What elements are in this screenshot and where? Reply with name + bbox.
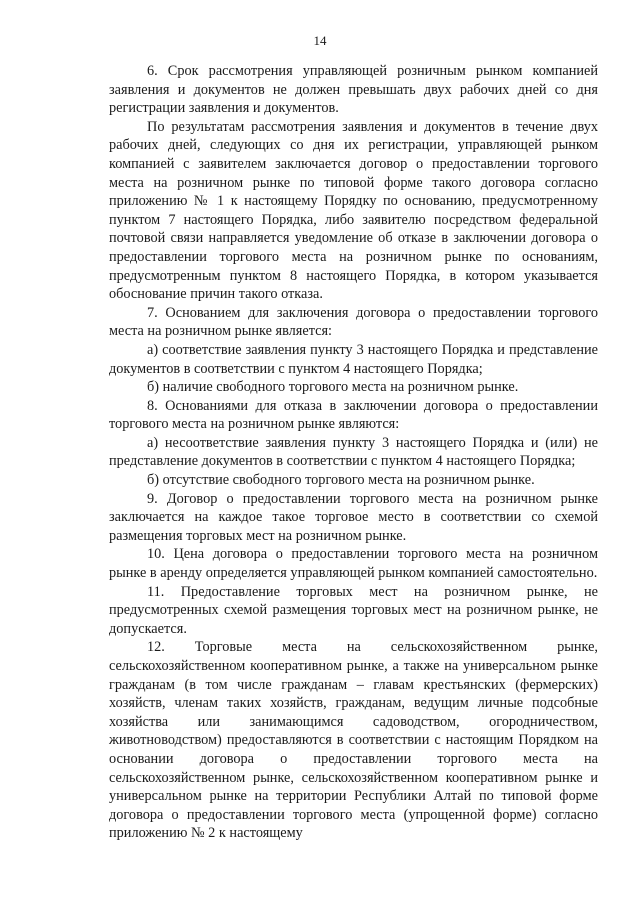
paragraph-8b: б) отсутствие свободного торгового места на розничном рынке.	[147, 472, 535, 489]
paragraph-9: 9. Договор о предоставлении торгового места на розничном рынке заключается на каждое такое торговое место в соответствии со схемой размещения торговых мест на розничном рынке.	[109, 490, 598, 544]
paragraph-results: По результатам рассмотрения заявления и документов в течение двух рабочих дней, следующих со дня их регистрации, управляющей рынком компанией с заявителем заключается договор о предоставлении торгового места на розничном рынке по типовой форме такого договора согласно приложению № 1 к настоящему Порядку по основанию, предусмотренному пунктом 7 настоящего Порядка, либо заявителю посредством федеральной почтовой связи направляется уведомление об отказе в заключении договора о предоставлении торгового места на розничном рынке по основаниям, предусмотренным пунктом 8 настоящего Порядка, в котором указывается обоснование причин такого отказа.	[109, 118, 598, 303]
paragraph-7b: б) наличие свободного торгового места на розничном рынке.	[147, 379, 519, 396]
paragraph-6: 6. Срок рассмотрения управляющей розничным рынком компанией заявления и документов не должен превышать двух рабочих дней со дня регистрации заявления и документов.	[109, 63, 598, 117]
page-number: 14	[313, 33, 327, 48]
paragraph-10: 10. Цена договора о предоставлении торгового места на розничном рынке в аренду определяется управляющей рынком компанией самостоятельно.	[109, 546, 598, 582]
paragraph-7a: а) соответствие заявления пункту 3 настоящего Порядка и представление документов в соответствии с пунктом 4 настоящего Порядка;	[109, 341, 598, 377]
paragraph-12: 12. Торговые места на сельскохозяйственном рынке, сельскохозяйственном кооперативном рынке, а также на универсальном рынке гражданам (в том числе гражданам – главам крестьянских (фермерских) хозяйств, членам таких хозяйств, гражданам, ведущим личные подсобные хозяйства или занимающимся садоводством, огородничеством, животноводством) предоставляются в соответствии с настоящим Порядком на основании договора о предоставлении торгового места на сельскохозяйственном рынке, сельскохозяйственном кооперативном рынке и универсальном рынке на территории Республики Алтай по типовой форме договора о предоставлении торгового места (упрощенной форме) согласно приложению № 2 к настоящему	[109, 639, 598, 842]
document-body	[109, 62, 598, 843]
paragraph-8: 8. Основаниями для отказа в заключении договора о предоставлении торгового места на розничном рынке являются:	[109, 397, 598, 433]
paragraph-11: 11. Предоставление торговых мест на розничном рынке, не предусмотренных схемой размещения торговых мест на розничном рынке, не допускается.	[109, 583, 598, 637]
paragraph-8a: а) несоответствие заявления пункту 3 настоящего Порядка и (или) не представление документов в соответствии с пунктом 4 настоящего Порядка;	[109, 434, 598, 470]
paragraph-7: 7. Основанием для заключения договора о предоставлении торгового места на розничном рынке является:	[109, 304, 598, 340]
